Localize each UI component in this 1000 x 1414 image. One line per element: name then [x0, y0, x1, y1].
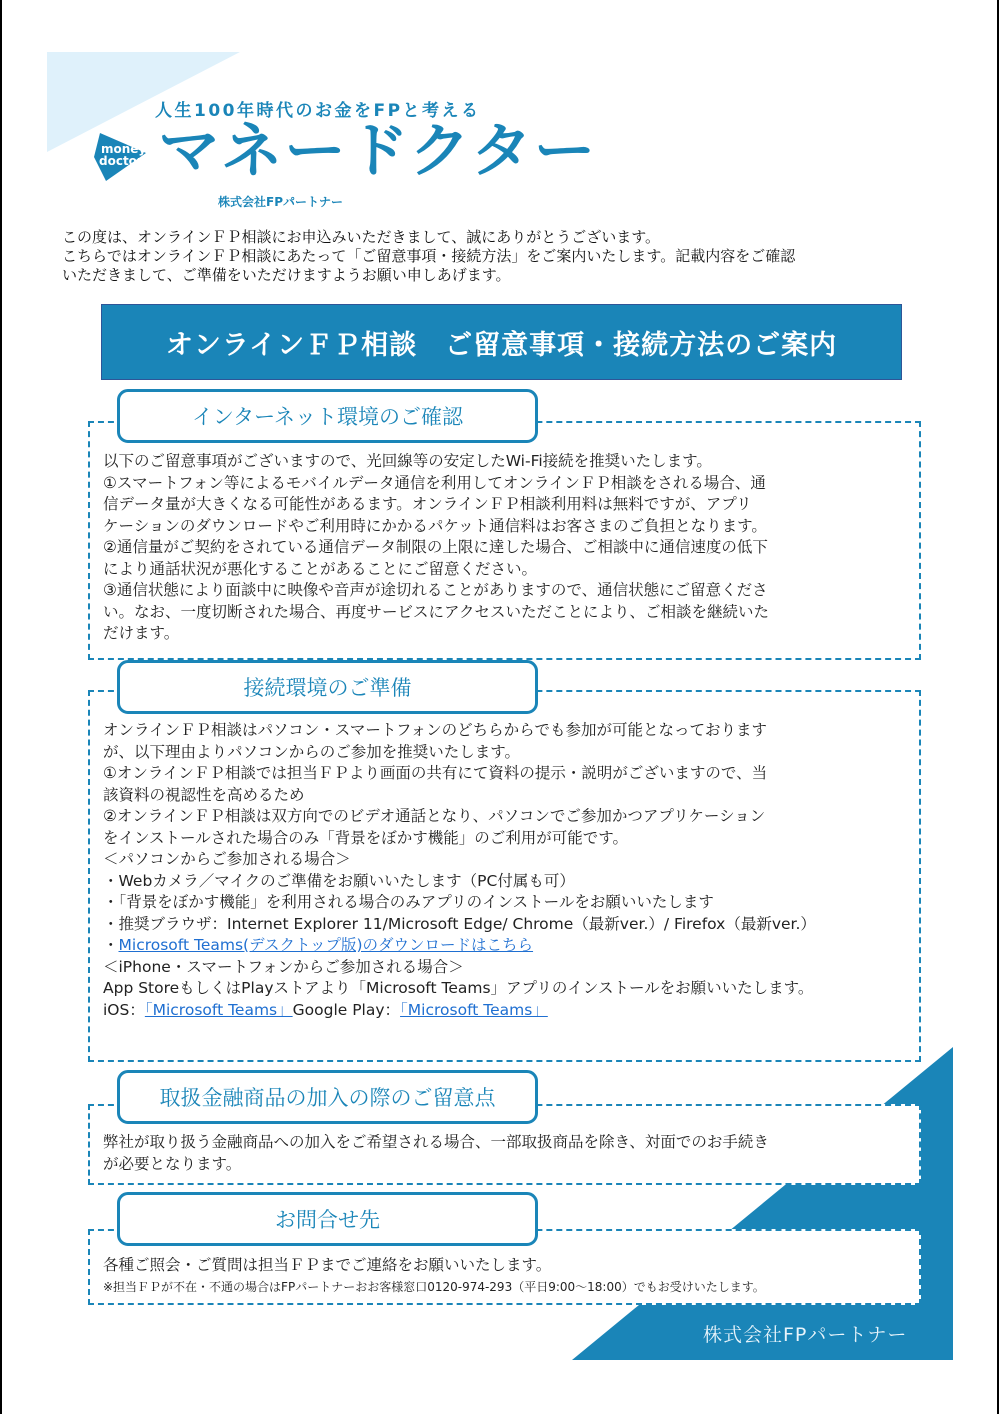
teams-desktop-download-link[interactable]: Microsoft Teams(デスクトップ版)のダウンロードはこちら [118, 936, 534, 954]
intro-text [62, 228, 942, 285]
page-title: オンラインＦＰ相談 ご留意事項・接続方法のご案内 [165, 329, 838, 361]
section-contact-heading: お問合せ先 [117, 1192, 538, 1246]
body-line: ②オンラインＦＰ相談は双方向でのビデオ通話となり、パソコンでご参加かつアプリケーション [103, 807, 766, 825]
body-line: App StoreもしくはPlayストアより「Microsoft Teams」アプリのインストールをお願いいたします。 [103, 979, 814, 997]
ios-teams-link[interactable]: 「Microsoft Teams」 [144, 1000, 293, 1019]
body-line: をインストールされた場合のみ「背景をぼかす機能」のご利用が可能です。 [103, 828, 628, 847]
body-line: が必要となります。 [103, 1154, 242, 1173]
body-line: 各種ご照会・ご質問は担当ＦＰまでご連絡をお願いいたします。 [103, 1256, 552, 1274]
body-line: ・推奨ブラウザ：Internet Explorer 11/Microsoft Edge/ Chrome（最新ver.）/ Firefox（最新ver.） [103, 914, 816, 933]
intro-line: いただきまして、ご準備をいただけますようお願い申しあげます。 [62, 266, 511, 284]
badge-line1: money [101, 142, 147, 156]
body-line: ケーションのダウンロードやご利用時にかかるパケット通信料はお客さまのご負担となります。 [103, 516, 767, 535]
download-line [103, 935, 816, 957]
section-products-heading: 取扱金融商品の加入の際のご留意点 [117, 1070, 538, 1124]
section-products-body [103, 1132, 769, 1175]
body-line: ②通信量がご契約をされている通信データ制限の上限に達した場合、ご相談中に通信速度の低下 [103, 538, 768, 556]
body-line: ・Webカメラ／マイクのご準備をお願いいたします（PC付属も可） [103, 871, 575, 890]
body-line: だけます。 [103, 624, 180, 642]
body-line: い。なお、一度切断された場合、再度サービスにアクセスいただことにより、ご相談を継続いた [103, 602, 770, 621]
intro-line: こちらではオンラインＦＰ相談にあたって「ご留意事項・接続方法」をご案内いたします。記載内容をご確認 [62, 247, 796, 265]
body-line: 弊社が取り扱う金融商品への加入をご希望される場合、一部取扱商品を除き、対面でのお手続き [103, 1133, 769, 1151]
body-line: ①スマートフォン等によるモバイルデータ通信を利用してオンラインＦＰ相談をされる場合、通 [103, 473, 766, 492]
body-line: オンラインＦＰ相談はパソコン・スマートフォンのどちらからでも参加が可能となっております [103, 721, 768, 739]
footer-company: 株式会社FPパートナー [703, 1324, 908, 1346]
section-connection-body [103, 720, 816, 1021]
body-line: ・「背景をぼかす機能」を利用される場合のみアプリのインストールをお願いいたします [103, 893, 714, 911]
ios-label: iOS： [103, 1000, 145, 1019]
section-connection-heading: 接続環境のご準備 [117, 660, 538, 714]
contact-note: ※担当ＦＰが不在・不通の場合はFPパートナーおお客様窓口0120-974-293（平日9:00～18:00）でもお受けいたします。 [103, 1279, 765, 1294]
body-line: ①オンラインＦＰ相談では担当ＦＰより画面の共有にて資料の提示・説明がございますので、当 [103, 764, 768, 782]
body-line: が、以下理由よりパソコンからのご参加を推奨いたします。 [103, 742, 520, 761]
google-play-label: Google Play： [292, 1000, 401, 1019]
logo-company-name: 株式会社FPパートナー [218, 195, 343, 209]
section-contact-body [103, 1255, 765, 1298]
bullet: ・ [103, 936, 119, 954]
body-line: 該資料の視認性を高めるため [103, 785, 305, 804]
google-play-teams-link[interactable]: 「Microsoft Teams」 [400, 1000, 548, 1019]
section-internet-heading: インターネット環境のご確認 [117, 389, 538, 443]
section-internet-body [103, 451, 769, 645]
money-doctor-badge-icon [92, 131, 148, 181]
page-border-left [0, 0, 2, 1414]
badge-line2: doctor [99, 154, 143, 168]
logo-wordmark: マネードクター [158, 116, 597, 186]
page-border-right [997, 0, 999, 1414]
body-line: により通話状況が悪化することがあることにご留意ください。 [103, 559, 538, 578]
store-links-line [103, 1000, 816, 1022]
logo-tagline: 人生100年時代のお金をFPと考える [155, 101, 481, 121]
page-title-banner [101, 304, 902, 380]
body-line: ③通信状態により面談中に映像や音声が途切れることがありますので、通信状態にご留意くださ [103, 581, 768, 599]
decorative-blue-triangle [572, 1047, 953, 1360]
intro-line: この度は、オンラインＦＰ相談にお申込みいただきまして、誠にありがとうございます。 [62, 228, 661, 246]
body-line: 信データ量が大きくなる可能性があるます。オンラインＦＰ相談利用料は無料ですが、アプリ [103, 495, 752, 513]
body-line: ＜iPhone・スマートフォンからご参加される場合＞ [103, 957, 464, 976]
body-line: 以下のご留意事項がございますので、光回線等の安定したWi-Fi接続を推奨いたします。 [103, 452, 712, 470]
body-line: ＜パソコンからご参加される場合＞ [103, 850, 351, 868]
